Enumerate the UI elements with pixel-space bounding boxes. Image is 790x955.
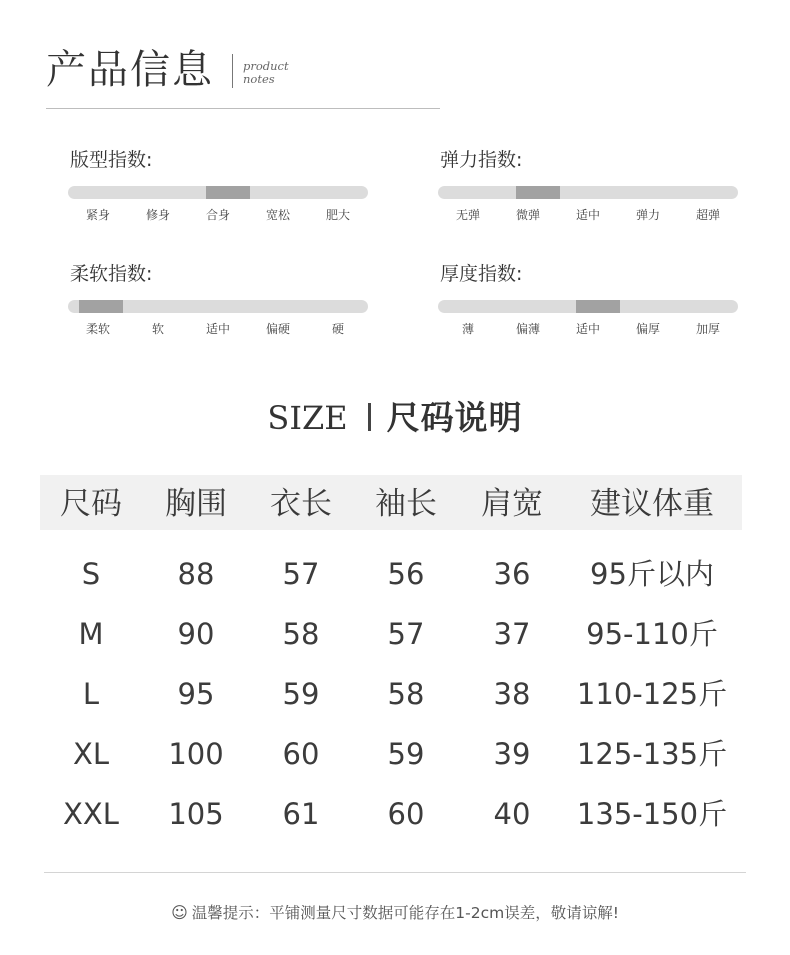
meter-option: 偏硬 bbox=[265, 322, 290, 336]
meter-option: 偏薄 bbox=[515, 322, 540, 336]
meter-fit bbox=[68, 148, 350, 222]
meter-track bbox=[438, 186, 738, 199]
meter-marker bbox=[79, 300, 123, 313]
size-heading bbox=[0, 394, 790, 448]
table-cell: S bbox=[81, 557, 101, 591]
meter-option: 加厚 bbox=[695, 322, 720, 336]
meter-options bbox=[438, 320, 738, 337]
title-divider bbox=[232, 54, 233, 88]
table-header-cell: 衣长 bbox=[270, 486, 332, 522]
table-cell: M bbox=[78, 617, 104, 651]
meter-label: 版型指数: bbox=[70, 149, 153, 171]
table-cell: 58 bbox=[282, 617, 320, 651]
table-header-cell: 建议体重 bbox=[590, 486, 714, 522]
section-title: 产品信息 bbox=[46, 47, 214, 93]
meter-marker bbox=[206, 186, 250, 199]
table-cell: 58 bbox=[387, 677, 425, 711]
table-cell: XL bbox=[72, 737, 110, 771]
meter-track bbox=[438, 300, 738, 313]
table-cell: 125-135斤 bbox=[576, 737, 728, 771]
meter-option: 无弹 bbox=[455, 208, 480, 222]
table-cell: 57 bbox=[282, 557, 320, 591]
table-cell: 59 bbox=[387, 737, 425, 771]
footer-note bbox=[0, 902, 790, 924]
meter-option: 适中 bbox=[205, 322, 230, 336]
section-subtitle bbox=[243, 60, 289, 86]
table-cell: 38 bbox=[493, 677, 531, 711]
table-header-cell: 袖长 bbox=[375, 486, 437, 522]
table-cell: 57 bbox=[387, 617, 425, 651]
table-cell: 36 bbox=[493, 557, 531, 591]
meter-options bbox=[438, 206, 738, 223]
table-cell: 105 bbox=[168, 797, 224, 831]
meter-option: 弹力 bbox=[635, 208, 660, 222]
table-cell: 37 bbox=[493, 617, 531, 651]
meter-option: 肥大 bbox=[325, 208, 350, 222]
table-cell: 60 bbox=[282, 737, 320, 771]
meter-option: 偏厚 bbox=[635, 322, 660, 336]
meter-option: 宽松 bbox=[265, 208, 290, 222]
meter-option: 适中 bbox=[575, 208, 600, 222]
meter-option: 微弹 bbox=[515, 208, 540, 222]
table-cell: 39 bbox=[493, 737, 531, 771]
meter-track bbox=[68, 300, 368, 313]
meter-option: 适中 bbox=[575, 322, 600, 336]
table-cell: 90 bbox=[177, 617, 215, 651]
size-heading-cn: 尺码说明 bbox=[386, 398, 523, 437]
table-cell: 110-125斤 bbox=[576, 677, 728, 711]
meter-elasticity bbox=[438, 148, 720, 222]
meter-track bbox=[68, 186, 368, 199]
meter-option: 修身 bbox=[145, 208, 170, 222]
table-header-cell: 胸围 bbox=[165, 486, 227, 522]
subtitle-line-2: notes bbox=[243, 72, 275, 86]
table-cell: XXL bbox=[63, 797, 119, 831]
meter-thickness bbox=[438, 262, 720, 336]
table-cell: 95斤以内 bbox=[590, 557, 714, 591]
table-cell: L bbox=[82, 677, 100, 711]
meter-option: 硬 bbox=[331, 322, 344, 336]
table-cell: 95 bbox=[177, 677, 215, 711]
smiley-icon: ☺ bbox=[171, 903, 188, 922]
table-cell: 59 bbox=[282, 677, 320, 711]
meter-options bbox=[68, 320, 368, 337]
heading-divider bbox=[368, 403, 371, 431]
footer-divider bbox=[44, 872, 746, 873]
meter-label: 弹力指数: bbox=[440, 149, 523, 171]
table-cell: 56 bbox=[387, 557, 425, 591]
table-cell: 88 bbox=[177, 557, 215, 591]
meter-option: 合身 bbox=[205, 208, 230, 222]
table-cell: 60 bbox=[387, 797, 425, 831]
meter-label: 厚度指数: bbox=[440, 263, 523, 285]
meter-options bbox=[68, 206, 368, 223]
meter-option: 薄 bbox=[461, 322, 474, 336]
meter-softness bbox=[68, 262, 344, 336]
table-cell: 100 bbox=[168, 737, 224, 771]
meter-option: 软 bbox=[151, 322, 164, 336]
meter-label: 柔软指数: bbox=[70, 263, 153, 285]
footer-text: 温馨提示：平铺测量尺寸数据可能存在1-2cm误差，敬请谅解! bbox=[191, 904, 619, 922]
meter-marker bbox=[516, 186, 560, 199]
meter-option: 柔软 bbox=[85, 322, 110, 336]
size-heading-en: SIZE bbox=[267, 399, 348, 437]
table-header-cell: 肩宽 bbox=[481, 486, 543, 522]
meter-option: 紧身 bbox=[85, 208, 110, 222]
header-underline bbox=[46, 108, 440, 109]
meter-option: 超弹 bbox=[695, 208, 720, 222]
table-cell: 135-150斤 bbox=[576, 797, 728, 831]
table-header-cell: 尺码 bbox=[60, 486, 122, 522]
subtitle-line-1: product bbox=[243, 59, 289, 73]
table-cell: 95-110斤 bbox=[586, 617, 718, 651]
table-cell: 61 bbox=[282, 797, 320, 831]
table-cell: 40 bbox=[493, 797, 531, 831]
meter-marker bbox=[576, 300, 620, 313]
